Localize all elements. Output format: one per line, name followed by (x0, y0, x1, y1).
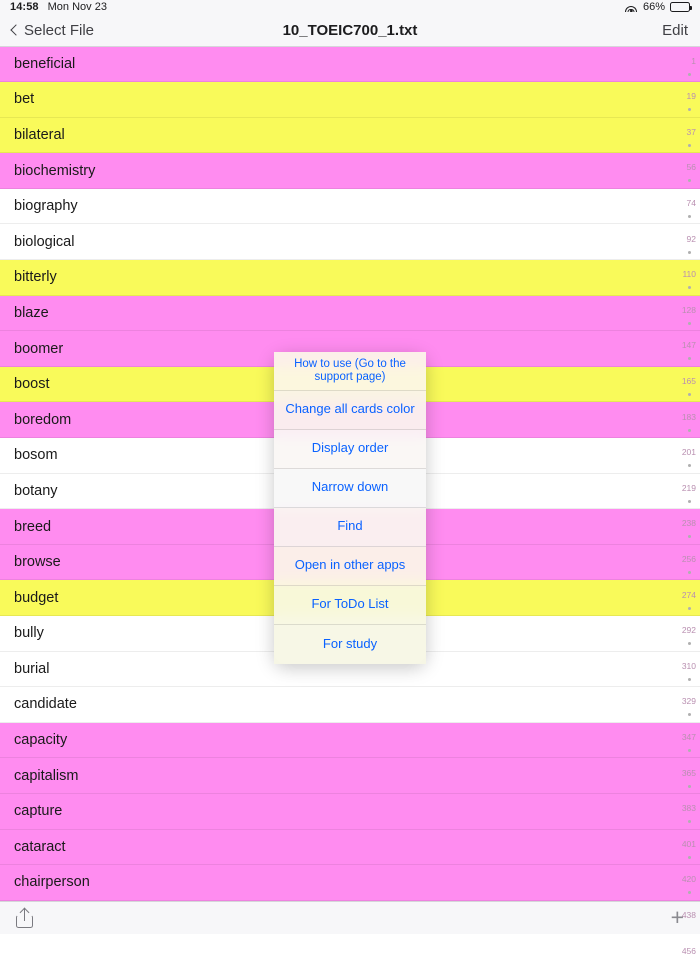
plus-icon[interactable]: + (670, 904, 684, 931)
index-rail-number: 347 (681, 731, 696, 742)
list-item[interactable] (0, 865, 700, 901)
list-item-word: capitalism (14, 767, 79, 784)
list-item[interactable] (0, 794, 700, 830)
list-item-word: capacity (14, 732, 68, 749)
wifi-icon (625, 2, 638, 12)
index-rail-number: 365 (681, 767, 696, 778)
status-bar (0, 0, 700, 15)
list-item[interactable] (0, 830, 700, 866)
index-rail-number: 274 (681, 589, 696, 600)
index-rail-number: 456 (681, 945, 696, 956)
list-item-word: chairperson (14, 874, 90, 891)
chevron-left-icon (10, 25, 21, 36)
index-rail-number: 201 (681, 447, 696, 458)
popover-menu-item-label: Find (337, 518, 363, 534)
index-rail-number: 219 (681, 482, 696, 493)
index-rail-number: 19 (686, 91, 696, 102)
list-item-word: bosom (14, 447, 58, 464)
list-item[interactable] (0, 758, 700, 794)
index-rail-number: 147 (681, 340, 696, 351)
list-item-word: candidate (14, 696, 77, 713)
popover-menu-item-label: Display order (311, 440, 389, 456)
index-rail-number: 420 (681, 874, 696, 885)
popover-menu-item-label: For study (322, 635, 378, 651)
popover-menu-item[interactable] (274, 469, 426, 508)
list-item-word: biography (14, 198, 78, 215)
list-item-word: budget (14, 589, 59, 606)
list-item-word: boomer (14, 340, 64, 357)
list-item-word: bilateral (14, 126, 65, 143)
list-item[interactable] (0, 687, 700, 723)
status-date: Mon Nov 23 (47, 1, 107, 14)
popover-menu-item[interactable] (274, 586, 426, 625)
back-button[interactable] (12, 22, 94, 39)
popover-menu-item[interactable] (274, 391, 426, 430)
index-rail-number: 1 (691, 55, 696, 66)
index-rail-number: 56 (686, 162, 696, 173)
list-item-word: beneficial (14, 55, 76, 72)
battery-percent-label: 66% (642, 1, 665, 14)
index-rail-number: 310 (681, 660, 696, 671)
index-rail-number: 292 (681, 625, 696, 636)
edit-button[interactable]: Edit (662, 21, 688, 39)
popover-menu-item-label: Narrow down (311, 479, 389, 495)
index-rail-number: 238 (681, 518, 696, 529)
list-item-word: cataract (14, 838, 66, 855)
popover-menu-item-label: Change all cards color (285, 401, 415, 417)
bottom-toolbar (0, 901, 700, 934)
list-item[interactable] (0, 224, 700, 260)
index-rail-number: 183 (681, 411, 696, 422)
list-item-word: breed (14, 518, 52, 535)
list-item-word: boredom (14, 411, 72, 428)
index-rail-number: 329 (681, 696, 696, 707)
list-item-word: burial (14, 660, 50, 677)
list-item-word: biological (14, 233, 75, 250)
list-item-word: biochemistry (14, 162, 96, 179)
list-item-word: bet (14, 91, 35, 108)
list-item-word: browse (14, 554, 61, 571)
popover-menu-item[interactable] (274, 625, 426, 664)
popover-menu-item[interactable] (274, 352, 426, 391)
popover-menu-item[interactable] (274, 547, 426, 586)
list-item[interactable] (0, 118, 700, 154)
index-rail-number: 92 (686, 233, 696, 244)
index-rail-number: 37 (686, 126, 696, 137)
index-rail-number: 165 (681, 375, 696, 386)
status-bar-left (10, 1, 107, 13)
word-list[interactable] (0, 47, 700, 956)
share-icon[interactable] (16, 907, 33, 928)
back-button-label: Select File (24, 21, 95, 39)
list-item[interactable] (0, 296, 700, 332)
list-item[interactable] (0, 47, 700, 83)
list-item[interactable] (0, 153, 700, 189)
page-title: 10_TOEIC700_1.txt (282, 21, 418, 39)
popover-menu-item-label: Open in other apps (294, 557, 406, 573)
list-item[interactable] (0, 82, 700, 118)
list-item-word: boost (14, 376, 50, 393)
index-rail-number: 438 (681, 909, 696, 920)
options-popover-menu[interactable] (274, 352, 426, 664)
status-time: 14:58 (10, 1, 39, 14)
popover-menu-item-label: For ToDo List (311, 596, 389, 612)
index-rail-number: 401 (681, 838, 696, 849)
popover-menu-item-label: How to use (Go to the support page) (294, 357, 406, 383)
index-rail-number: 128 (681, 304, 696, 315)
list-item[interactable] (0, 260, 700, 296)
list-item-word: blaze (14, 304, 49, 321)
status-bar-right (625, 1, 690, 13)
list-item-word: bully (14, 625, 44, 642)
popover-menu-item[interactable] (274, 508, 426, 547)
battery-icon (670, 2, 690, 12)
list-item[interactable] (0, 723, 700, 759)
index-rail-number: 256 (681, 553, 696, 564)
list-item-word: botany (14, 482, 58, 499)
index-rail-number: 74 (686, 197, 696, 208)
index-rail-number: 110 (682, 269, 696, 280)
popover-menu-item[interactable] (274, 430, 426, 469)
list-item-word: bitterly (14, 269, 57, 286)
navigation-bar (0, 15, 700, 47)
list-item[interactable] (0, 189, 700, 225)
list-item-word: capture (14, 803, 63, 820)
index-rail-number: 383 (681, 803, 696, 814)
